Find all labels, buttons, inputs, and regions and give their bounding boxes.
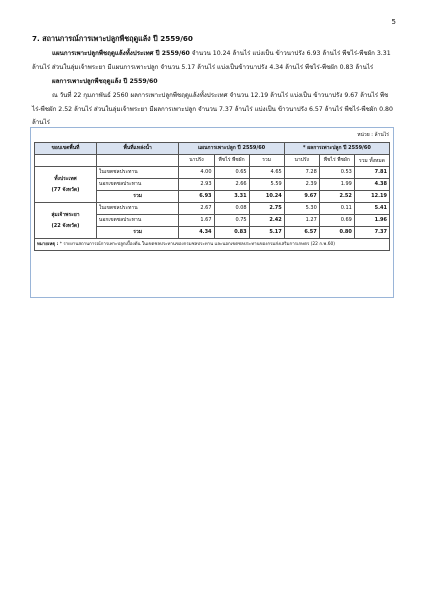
value-cell: 0.08 [214, 203, 249, 215]
value-cell: 4.65 [249, 167, 284, 179]
value-cell: 12.19 [354, 191, 389, 203]
result-heading: ผลการเพาะปลูกพืชฤดูแล้ง ปี 2559/60 [52, 78, 158, 85]
sum-label: รวม [96, 227, 179, 239]
sum-label: รวม [96, 191, 179, 203]
planting-table [34, 142, 390, 251]
region-name: ลุ่มเจ้าพระยา [51, 211, 80, 218]
value-cell: 4.34 [179, 227, 214, 239]
value-cell: 2.39 [284, 179, 319, 191]
value-cell: 5.17 [249, 227, 284, 239]
value-cell: 2.93 [179, 179, 214, 191]
plan-text: จำนวน 10.24 ล้านไร่ แบ่งเป็น ข้าวนาปรัง 6.93 ล้านไร่ พืชไร่-พืชผัก 3.31 ล้านไร่ ส่วนในลุ่มเจ้าพระยา มีแผนการเพาะปลูก จำนวน 5.17 ล้านไร่ แบ่งเป็นข้าวนาปรัง 4.34 ล้านไร่ พืชไร่-พืชผัก 0.83 ล้านไร่ [32, 50, 391, 71]
area-cell: นอกเขตชลประทาน [96, 215, 179, 227]
value-cell: 1.99 [319, 179, 354, 191]
region-cell [35, 167, 97, 203]
value-cell: 0.65 [214, 167, 249, 179]
plan-paragraph [32, 47, 394, 74]
note-text: * รายงานสถานการณ์การเพาะปลูกเบื้องต้น ในเขตชลประทานของกรมชลประทาน และนอกเขตชลประทานของกรมส่งเสริมการเกษตร (22 ก.พ.60) [58, 242, 336, 247]
result-text: ณ วันที่ 22 กุมภาพันธ์ 2560 ผลการเพาะปลูกพืชฤดูแล้งทั้งประเทศ จำนวน 12.19 ล้านไร่ แบ่งเป็น ข้าวนาปรัง 9.67 ล้านไร่ พืชไร่-พืชผัก 2.52 ล้านไร่ ส่วนในลุ่มเจ้าพระยา มีผลการเพาะปลูก จำนวน 7.37 ล้านไร่ แบ่งเป็น ข้าวนาปรัง 6.57 ล้านไร่ พืชไร่-พืชผัก 0.80 ล้านไร่ [32, 92, 393, 126]
header-area: พื้นที่แหล่งน้ำ [96, 143, 179, 155]
value-cell: 7.28 [284, 167, 319, 179]
value-cell: 9.67 [284, 191, 319, 203]
table-subheader-row [35, 155, 390, 167]
value-cell: 0.53 [319, 167, 354, 179]
value-cell: 2.66 [214, 179, 249, 191]
header-result-rice: นาปรัง [284, 155, 319, 167]
note-label: หมายเหตุ : [37, 242, 59, 247]
header-plan-group: แผนการเพาะปลูก ปี 2559/60 [179, 143, 284, 155]
planting-table-box [30, 127, 394, 298]
value-cell: 1.96 [354, 215, 389, 227]
value-cell: 6.93 [179, 191, 214, 203]
table-row [35, 203, 390, 215]
region-name: ทั้งประเทศ [54, 175, 77, 182]
area-cell: ในเขตชลประทาน [96, 203, 179, 215]
unit-label: หน่วย : ล้านไร่ [357, 132, 389, 138]
value-cell: 1.67 [179, 215, 214, 227]
value-cell: 0.83 [214, 227, 249, 239]
table-note-row [35, 239, 390, 251]
value-cell: 2.75 [249, 203, 284, 215]
value-cell: 2.67 [179, 203, 214, 215]
value-cell: 5.30 [284, 203, 319, 215]
section-title: 7. สถานการณ์การเพาะปลูกพืชฤดูแล้ง ปี 2559/60 [32, 34, 193, 43]
header-plan-crops: พืชไร่ พืชผัก [214, 155, 249, 167]
value-cell: 5.41 [354, 203, 389, 215]
table-header-row [35, 143, 390, 155]
region-provinces: (22 จังหวัด) [51, 222, 80, 229]
header-result-total: รวม ทั้งหมด [354, 155, 389, 167]
area-cell: นอกเขตชลประทาน [96, 179, 179, 191]
result-paragraph [32, 89, 394, 130]
value-cell: 3.31 [214, 191, 249, 203]
table-note [35, 239, 390, 251]
value-cell: 1.27 [284, 215, 319, 227]
header-result-group: * ผลการเพาะปลูก ปี 2559/60 [284, 143, 389, 155]
area-cell: ในเขตชลประทาน [96, 167, 179, 179]
header-result-crops: พืชไร่ พืชผัก [319, 155, 354, 167]
header-plan-rice: นาปรัง [179, 155, 214, 167]
region-provinces: (77 จังหวัด) [51, 186, 80, 193]
value-cell: 10.24 [249, 191, 284, 203]
value-cell: 4.38 [354, 179, 389, 191]
value-cell: 2.42 [249, 215, 284, 227]
header-plan-total: รวม [249, 155, 284, 167]
value-cell: 6.57 [284, 227, 319, 239]
header-region: ขอบเขตพื้นที่ [35, 143, 97, 155]
value-cell: 0.11 [319, 203, 354, 215]
value-cell: 0.80 [319, 227, 354, 239]
value-cell: 0.69 [319, 215, 354, 227]
value-cell: 0.75 [214, 215, 249, 227]
value-cell: 2.52 [319, 191, 354, 203]
value-cell: 4.00 [179, 167, 214, 179]
value-cell: 5.59 [249, 179, 284, 191]
plan-heading-text: แผนการเพาะปลูกพืชฤดูแล้งทั้งประเทศ ปี 2559/60 [52, 50, 190, 57]
region-cell [35, 203, 97, 239]
table-row [35, 167, 390, 179]
page-number: 5 [391, 18, 396, 26]
value-cell: 7.81 [354, 167, 389, 179]
value-cell: 7.37 [354, 227, 389, 239]
result-heading-line [32, 75, 394, 89]
